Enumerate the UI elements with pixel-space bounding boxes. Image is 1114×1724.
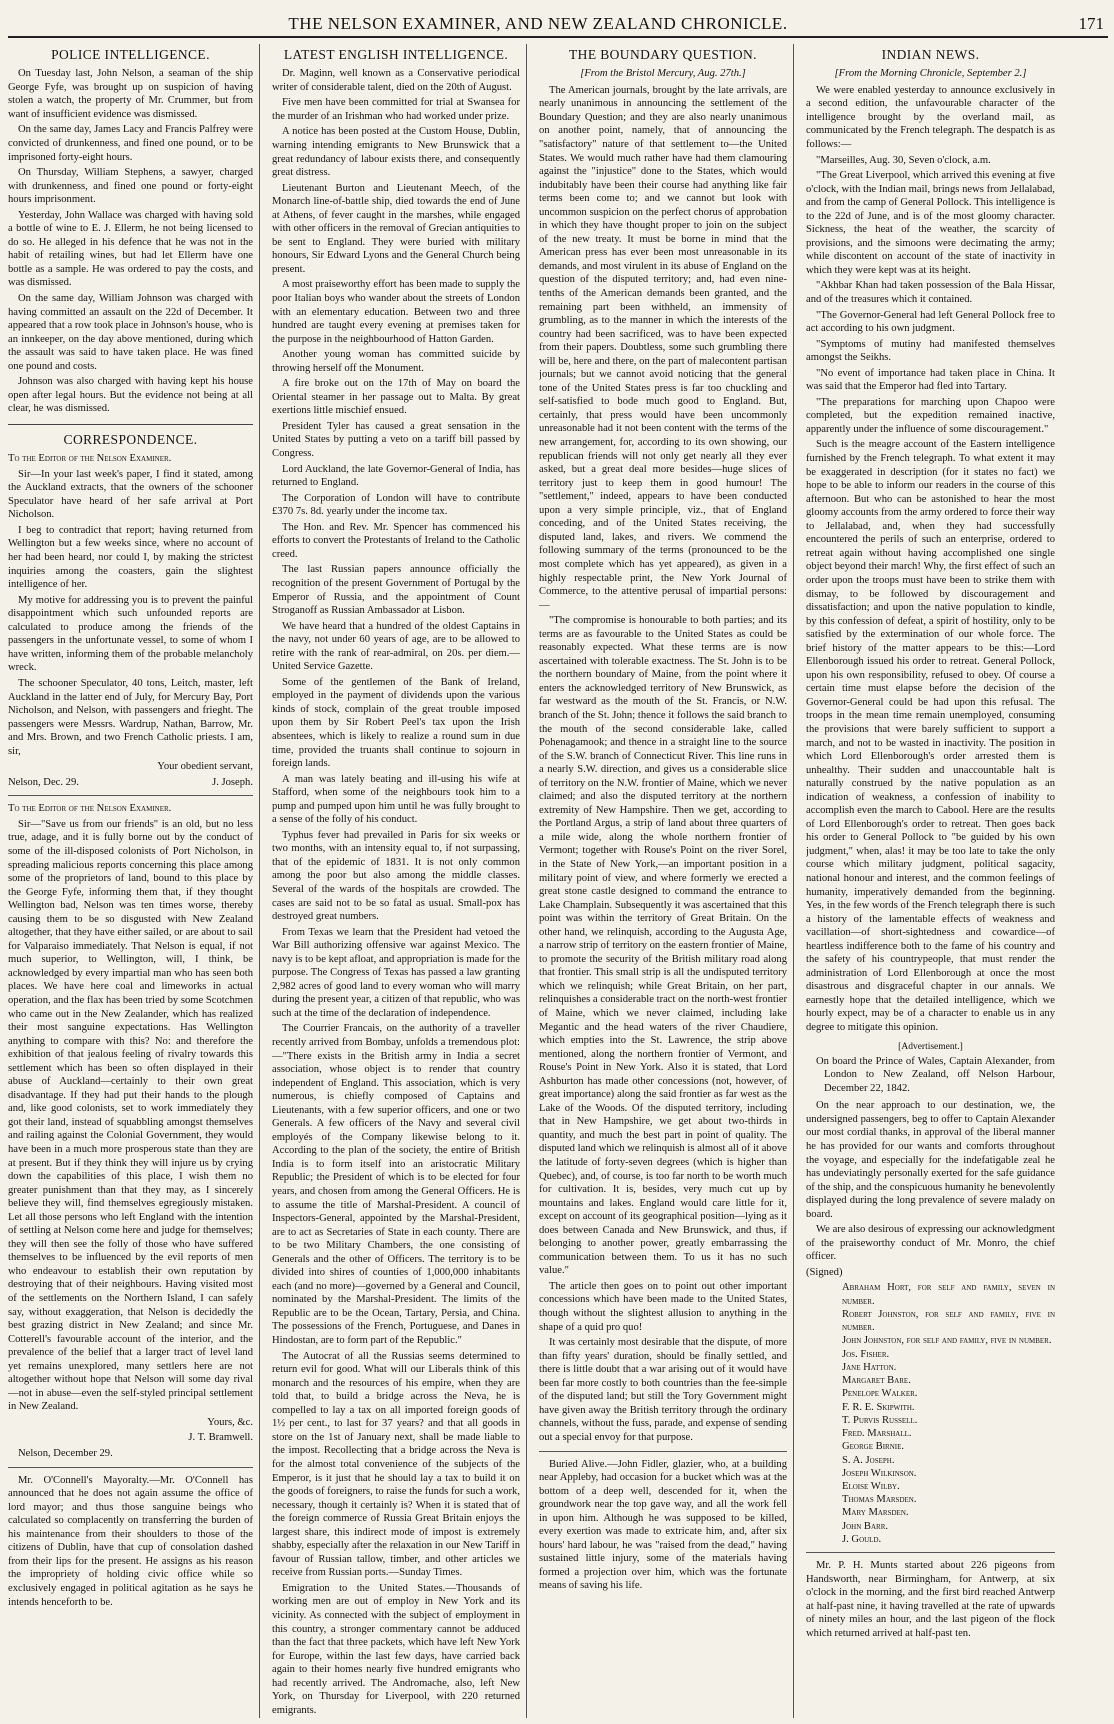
masthead <box>8 6 1108 38</box>
letter-paragraph: Sir—In your last week's paper, I find it stated, among the Auckland extracts, that the owners of the schooner Speculator have heard of her safe arrival at Port Nicholson. <box>8 468 253 521</box>
article-paragraph: Lord Auckland, the late Governor-General of India, has returned to England. <box>272 463 520 489</box>
advertisement-paragraph: We are also desirous of expressing our acknowledgment of the praiseworthy conduct of Mr. Monro, the chief officer. <box>806 1224 1055 1263</box>
article-paragraph: The Courrier Francais, on the authority of a traveller recently arrived from Bombay, unfolds a tremendous plot:—"There exists in the British army in India a secret association, whose object is to render that country independent of England. This association, which is very numerous, is chiefly composed of Captains and Lieutenants, with a few superior officers, and one or two Generals. A few officers of the Navy and several civil employés of the Company likewise belong to it. According to the plan of the society, the entire of British India is to form itself into an aristocratic Military Republic; the President of which is to be elected for four years, and chosen from among the General Officers. He is to assume the title of Marshal-President. A council of Inspectors-General, appointed by the Marshal-President, are to act as Secretaries of State in each county. There are to be two Military Chambers, the one consisting of Generals and the other of Officers. The territory is to be divided into shires of counties of 1,000,000 inhabitants each (and no more)—governed by a General and Council, nominated by the Marshal-President. The limits of the Republic are to be the Ocean, Tartary, Persia, and China. The possessions of the French, Portuguese, and Danes in Hindostan, are to form part of the Republic." <box>272 1023 520 1347</box>
letter-signoff <box>8 776 253 790</box>
letter-paragraph: My motive for addressing you is to prevent the painful disappointment which such unfounded reports are calculated to produce among the friends of the passengers in the unfortunate vessel, to some of whom I have written, informing them of the probable melancholy wreck. <box>8 594 253 674</box>
section-heading-boundary-question: THE BOUNDARY QUESTION. <box>569 47 757 62</box>
letter-signature: J. Joseph. <box>212 776 253 788</box>
column-4 <box>806 44 1061 1718</box>
advertisement-label: [Advertisement.] <box>898 1041 963 1052</box>
letter-place: Nelson, Dec. 29. <box>8 776 79 788</box>
article-paragraph: A notice has been posted at the Custom House, Dublin, warning intending emigrants to New Brunswick that a great redundancy of labour exists there, and consequently great distress. <box>272 126 520 179</box>
signatory: John Johnston, for self and family, five in number. <box>842 1335 1052 1347</box>
article-paragraph: On the same day, William Johnson was charged with having committed an assault on the 22d of December. It appeared that a row took place in Johnson's house, who is an innkeeper, on the day above mentioned, during which the assault was said to have taken place. He was fined one pound and costs. <box>8 293 253 372</box>
advertisement-heading: On board the Prince of Wales, Captain Alexander, from London to New Zealand, off Nelson Harbour, December 22, 1842. <box>816 1055 1055 1094</box>
article-paragraph: Such is the meagre account of the Eastern intelligence furnished by the French telegraph. To what extent it may be exaggerated in description (for it states no fact) we hope to be able to inform our readers in the course of this afternoon. But who can be astonished to hear the most gloomy accounts from the army ordered to force their way to Jellalabad, and, when they had successfully encountered the perils of such an enterprise, ordered to retreat again without having accomplished one single object beyond their march! Why, the first effect of such an order upon the troops must have been to strike them with dismay, to be followed by discouragement and dissatisfaction; and upon the native population to kindle, by this confession of defeat, a spirit of hostility, only to be satisfied by the extermination of our whole force. The brief history of the matter appears to be this:—Lord Ellenborough issued his order to retreat. General Pollock, upon his own responsibility, refused to obey. Of course a certain time must elapse before the decision of the Governor-General could be had upon this refusal. The troops in the mean time remain unemployed, consuming the provisions that were barely sufficient to support a march, and not to be wasted in inactivity. The position in which Lord Ellenborough's order arrested them is unhealthy. Their sudden and unaccountable halt is naturally construed by the native population as an indication of weakness, a confession of inability to accomplish even the march to Cabool. Here are the results of Lord Ellenborough's order to retreat. Then goes back his order to General Pollock to "be guided by his own judgment," when, alas! it may be too late to take the only course which military judgment, political sagacity, national honour and interest, and the common feelings of humanity, imperatively demanded from the beginning. Yes, in the few words of the French telegraph there is such a history of the lamentable effects of weakness and vacillation—of short-sightedness and cowardice—of heartless indifference both to the fame of his country and the safety of his countrypeople, that must render the administration of Lord Ellenborough at once the most disastrous and disgraceful chapter in our annals. We earnestly hope that the detailed intelligence, which we hourly expect, may be of a character to enable us in any degree to mitigate this opinion. <box>806 439 1055 1033</box>
letter-signature: J. T. Bramwell. <box>188 1432 253 1444</box>
article-paragraph: We have heard that a hundred of the oldest Captains in the navy, not under 60 years of age, are to be allowed to retire with the rank of rear-admiral, on 20s. per diem.—United Service Gazette. <box>272 620 520 673</box>
signatory: Robert Johnston, for self and family, five in number. <box>842 1308 1055 1334</box>
article-paragraph: President Tyler has caused a great sensation in the United States by putting a veto on a tariff bill passed by Congress. <box>272 420 520 460</box>
signatory: Penelope Walker. <box>842 1388 918 1400</box>
signatory: Mary Marsden. <box>842 1507 909 1519</box>
article-paragraph: It was certainly most desirable that the dispute, of more than fifty years' duration, should be finally settled, and there is little doubt that a war arising out of it would have been far more costly to both countries than the fee-simple of the disputed land; but still the Tory Government might have given away the British territory through the ordinary channels, without the fuss, parade, and expense of sending out a special envoy for that purpose. <box>539 1337 788 1443</box>
article-paragraph: Typhus fever had prevailed in Paris for six weeks or two months, with an intensity equal to, if not surpassing, that of the epidemic of 1831. It is not only common among the poor but also among the middle classes. Several of the wards of the hospitals are crowded. The cases are said not to be so fatal as usual. Small-pox has destroyed great numbers. <box>272 829 520 923</box>
article-paragraph: Mr. O'Connell's Mayoralty.—Mr. O'Connell has announced that he does not again assume the office of lord mayor; and thus those sanguine beings who calculated so complacently on transferring the burden of his maintenance from their shoulders to those of the citizens of Dublin, have that cup of consolation dashed from their lips for the present. He assigns as his reason the impropriety of holding civic office while so exclusively engaged in political agitation as he says he intends henceforth to be. <box>8 1474 253 1608</box>
article-paragraph: Another young woman has committed suicide by throwing herself off the Monument. <box>272 349 520 374</box>
article-paragraph: Johnson was also charged with having kept his house open after legal hours. But the evidence not being at all clear, he was dismissed. <box>8 376 253 415</box>
article-paragraph: We were enabled yesterday to announce exclusively in a second edition, the unfavourable character of the intelligence brought by the overland mail, as communicated by the French telegraph. The despatch is as follows:— <box>806 84 1055 150</box>
signed-label: (Signed) <box>806 1266 843 1278</box>
article-paragraph: "The preparations for marching upon Chapoo were completed, but the expedition remained inactive, apparently under the influence of some discouragement." <box>806 396 1055 435</box>
section-heading-english-intelligence: LATEST ENGLISH INTELLIGENCE. <box>283 47 509 62</box>
article-paragraph: The Hon. and Rev. Mr. Spencer has commenced his efforts to convert the Protestants of Ireland to the Catholic creed. <box>272 521 520 560</box>
article-paragraph: Some of the gentlemen of the Bank of Ireland, employed in the payment of dividends upon the various kinds of stock, complain of the great trouble imposed upon them by Sir Robert Peel's tax upon the Irish absentees, which is likely to realize a round sum in due time, provided the truants shall continue to sojourn in foreign lands. <box>272 676 520 770</box>
article-paragraph: "Symptoms of mutiny had manifested themselves amongst the Seikhs. <box>806 338 1055 364</box>
letter-paragraph: Sir—"Save us from our friends" is an old, but no less true, adage, and it is fully borne out by the conduct of some of the ill-disposed colonists of Port Nicholson, in spreading malicious reports concerning this place among some of the proprietors of land, bound to this place by the George Fyfe, informing them that, if they thought Wellington bad, Nelson was ten times worse, thereby causing them to be so disgusted with New Zealand altogether, that they have either sailed, or are about to sail for Valparaiso immediately. That Nelson is equal, if not much superior, to Wellington, will, I think, be acknowledged by every impartial man who has seen both places. We have here coal and limeworks in actual operation, and the flax has been tried by some Scotchmen who came out in the New Zealander, which has realized their most sanguine expectations. Has Wellington anything to compare with this? No: and therefore the exhibition of that jealous feeling of rivalry towards this settlement which has been so often displayed in their abuse of Auckland—certainly to their own great disadvantage. If they had put their hands to the plough and, like good colonists, set to work immediately they got their land, instead of squabbling amongst themselves and railing against the Colonial Government, they would have been in a much more prosperous state than they are at present. But if they think they will injure us by crying down the capabilities of this place, I wish them no greater punishment than that they may, as I sincerely believe they will, find themselves egregiously mistaken. Let all those persons who left England with the intention of settling at Nelson come here and judge for themselves; they will then see the folly of those who have suffered themselves to be influenced by the evil reports of men who endeavour to establish their own reputation by destroying that of their neighbours. Having visited most of the settlements on the Northern Island, I can safely say, without exaggeration, that Nelson is decidedly the best grazing district in New Zealand; and since Mr. Cotterell's favourable account of the interior, and the prevalence of the belief that a larger tract of level land yet remains unexplored, many settlers here are not altogether without hope that Nelson will some day rival—not in abuse—even the self-styled principal settlement in New Zealand. <box>8 818 253 1413</box>
article-paragraph: "Marseilles, Aug. 30, Seven o'clock, a.m. <box>816 154 991 166</box>
signatory: John Barr. <box>842 1520 889 1532</box>
article-paragraph: A most praiseworthy effort has been made to supply the poor Italian boys who wander about the streets of London with an elementary education. Between two and three hundred are taught every evening at premises taken for the purpose in the neighbourhood of Hatton Garden. <box>272 279 520 345</box>
signatory: Margaret Bare. <box>842 1375 911 1387</box>
article-paragraph: On Tuesday last, John Nelson, a seaman of the ship George Fyfe, was brought up on suspicion of having stolen a watch, the property of Mr. Crummer, but from want of insufficient evidence was dismissed. <box>8 68 253 120</box>
signatory: T. Purvis Russell. <box>842 1414 918 1426</box>
signatory: George Birnie. <box>842 1441 905 1453</box>
advertisement-paragraph: On the near approach to our destination, we, the undersigned passengers, beg to offer to Captain Alexander our most cordial thanks, in approval of the liberal manner he has provided for our wants and comforts throughout the voyage, and especially for the indefatigable zeal he has undeviatingly personally exerted for the safe guidance of the ship, and the conspicuous humanity he benevolently displayed during the long prevalence of severe malady on board. <box>806 1100 1055 1220</box>
signatory: J. Gould. <box>842 1533 882 1545</box>
article-paragraph: "No event of importance had taken place in China. It was said that the Emperor had fled into Tartary. <box>806 367 1055 393</box>
article-paragraph: The American journals, brought by the late arrivals, are nearly unanimous in announcing the settlement of the Boundary Question; and they are also nearly unanimous on another point, namely, that of announcing the "satisfactory" nature of that settlement to—the United States. We would much rather have had them clamouring against the "injustice" done to the States, which would indubitably have been their course had anything like fair terms been come to; and we cannot but look with uncommon suspicion on the perfect chorus of approbation in which they have thought proper to join on the subject of the new treaty. It must be borne in mind that the American press has ever been most unreasonable in its demands, and most virulent in its abuse of England on the question of the disputed territory; and, had even nine-tenths of the American demands been granted, and the remaining part been withheld, an immensity of grumbling, as to the manner in which the interests of the country had been sacrificed, was to have been expected from their papers. Doubtless, some such grumbling there will be, here and there, on the part of malecontent partisan journals; but we cannot avoid noticing that the general tone of the United States press is far too chuckling and self-satisfied to bode much good to England. But, certainly, that press would have been uncommonly unreasonable had it not been content with the terms of the new arrangement, for, according to its own showing, our republican friends will not only get nearly all they ever asked, but a great deal more besides—huge slices of territory just to keep them in good humour! The "settlement," indeed, appears to have been conducted upon a very simple principle, viz., that of England conceding, and of the United States receiving, the disputed land, lakes, and rivers. We commend the following summary of the terms (pronounced to be the most complete which has yet appeared), as given in a highly respectable print, the New York Journal of Commerce, to the attentive perusal of impartial persons:— <box>539 84 787 611</box>
article-paragraph: "The Governor-General had left General Pollock free to act according to his own judgment. <box>806 309 1055 335</box>
article-paragraph: The last Russian papers announce officially the recognition of the present Government of Portugal by the Emperor of Russia, and the appointment of Count Stroganoff as Russian Ambassador at Lisbon. <box>272 564 520 617</box>
signatory: F. R. E. Skipwith. <box>842 1401 915 1413</box>
article-paragraph: Yesterday, John Wallace was charged with having sold a bottle of wine to E. J. Ellerm, he not being licensed to do so. He alleged in his defence that he was not in the habit of retailing wines, but had let Ellerm have one bottle as a sample. He was ordered to pay the costs, and was dismissed. <box>8 209 253 289</box>
article-paragraph: Mr. P. H. Munts started about 226 pigeons from Handsworth, near Birmingham, for Antwerp, at six o'clock in the morning, and the first bird reached Antwerp at half-past nine, it having travelled at the rate of upwards of ninety miles an hour, and the last pigeon of the flock which returned arrived at half-past ten. <box>806 1560 1055 1639</box>
signatory: Joseph Wilkinson. <box>842 1467 917 1479</box>
section-heading-police: POLICE INTELLIGENCE. <box>51 47 210 62</box>
signatory: Jos. Fisher. <box>842 1348 890 1360</box>
divider <box>8 1467 253 1468</box>
divider <box>8 795 253 796</box>
signatory: Thomas Marsden. <box>842 1494 917 1506</box>
article-paragraph: A fire broke out on the 17th of May on board the Oriental steamer in her passage out to Malta. By great exertions little mischief ensued. <box>272 378 520 417</box>
columns <box>8 44 1108 1718</box>
article-paragraph: "The Great Liverpool, which arrived this evening at five o'clock, with the Indian mail, brings news from Jellalabad, and from the camp of General Pollock. This intelligence is to the 22d of June, and is of the most gloomy character. Sickness, the heat of the weather, the scarcity of provisions, and the simoons were decimating the army; while discontent on account of the state of inactivity in which they were kept was at its height. <box>806 170 1055 276</box>
section-heading-correspondence: CORRESPONDENCE. <box>8 424 253 448</box>
newspaper-page <box>8 6 1108 1718</box>
article-paragraph: Buried Alive.—John Fidler, glazier, who, at a building near Appleby, had occasion for a bucket which was at the bottom of a deep well, descended for it, when the groundwork near the top gave way, and all the work fell in upon him. Although he was supposed to be killed, every exertion was made to extricate him, and, after six hours' hard labour, he was "raised from the dead," having sustained little injury, some of the materials having formed a projection over him, which was the fortunate means of saving his life. <box>539 1458 787 1592</box>
letter-address: To the Editor of the Nelson Examiner. <box>8 803 172 815</box>
letter-closing: Yours, &c. <box>207 1416 253 1428</box>
article-paragraph: Dr. Maginn, well known as a Conservative periodical writer of considerable talent, died on the 20th of August. <box>272 68 520 93</box>
article-paragraph: Five men have been committed for trial at Swansea for the murder of an Irishman who had worked under prize. <box>272 97 520 122</box>
signatory: Eloise Wilby. <box>842 1480 900 1492</box>
article-source: [From the Morning Chronicle, September 2.] <box>834 68 1027 80</box>
divider <box>539 1451 787 1452</box>
article-paragraph: Lieutenant Burton and Lieutenant Meech, of the Monarch line-of-battle ship, died towards the end of June at Athens, of fever caught in the marshes, while engaged with other officers in the removal of Grecian antiquities to be sent to England. They were buried with military honours, Sir Edward Lyons and the General Church being present. <box>272 182 520 275</box>
article-source: [From the Bristol Mercury, Aug. 27th.] <box>580 68 746 80</box>
article-paragraph: A man was lately beating and ill-using his wife at Stafford, when some of the neighbours took him to a pump and pumped upon him until he was fully brought to a sense of the folly of his conduct. <box>272 773 520 826</box>
article-paragraph: "Akhbar Khan had taken possession of the Bala Hissar, and of the treasures which it contained. <box>806 280 1055 306</box>
signatory-list <box>842 1281 1055 1546</box>
signatory: Abraham Hort, for self and family, seven in number. <box>842 1282 1055 1307</box>
article-paragraph: On the same day, James Lacy and Francis Palfrey were convicted of drunkenness, and fined one pound, or to be imprisoned forty-eight hours. <box>8 124 253 163</box>
letter-closing: Your obedient servant, <box>157 761 253 773</box>
column-3 <box>539 44 794 1718</box>
letter-paragraph: The schooner Speculator, 40 tons, Leitch, master, left Auckland in the latter end of July, for Mercury Bay, Port Nicholson, and Nelson, with passengers and frieght. The passengers were Messrs. Wardrup, Nathan, Barrow, Mr. and Mrs. Brown, and two French Catholic priests. I am, sir, <box>8 677 253 757</box>
letter-address: To the Editor of the Nelson Examiner. <box>8 453 172 465</box>
letter-paragraph: I beg to contradict that report; having returned from Wellington but a few weeks since, where no account of her had been heard, nor could I, by making the strictest inquiries among the coasters, gain the slightest intelligence of her. <box>8 524 253 591</box>
letter-place: Nelson, December 29. <box>18 1448 113 1460</box>
article-paragraph: On Thursday, William Stephens, a sawyer, charged with drunkenness, and fined one pound or forty-eight hours imprisonment. <box>8 167 253 206</box>
newspaper-title: THE NELSON EXAMINER, AND NEW ZEALAND CHRONICLE. <box>288 14 788 33</box>
section-heading-indian-news: INDIAN NEWS. <box>881 47 980 62</box>
article-paragraph: "The compromise is honourable to both parties; and its terms are as favourable to the United States as could be reasonably expected. What these terms are is now ascertained with tolerable exactness. The St. John is to be the northern boundary of Maine, from the point where it enters the acknowledged territory of New Brunswick, as far westward as the mouth of the St. Francis, or N.W. branch of the St. John; thence it follows the said branch to the mouth of the second considerable lake, called Pohenagamook; and thence in a straight line to the source of the S.W. branch of Connecticut River. This line runs in a nearly S.W. direction, and gives us a considerable slice of territory on the N.W. frontier of Maine, which we never claimed; and also the disputed territory at the northern extremity of New Hampshire. Then we get, according to the Portland Argus, a strip of land about three quarters of a mile wide, along the whole northern frontier of Vermont; together with Rouse's Point on the river Sorel, in the State of New York,—an important position in a military point of view, and where formerly we erected a great stone castle designed to command the entrance to Lake Champlain. Subsequently it was ascertained that this point was within the territory of Great Britain. On the other hand, we relinquish, according to the Augusta Age, a narrow strip of territory on the eastern frontier of Maine, to promote the security of the British military road along that frontier. This small strip is all the undisputed territory which we relinquish; while Great Britain, on her part, relinquishes a considerable tract on the north-west frontier of Maine, which we never claimed, including lake Megantic and the head waters of the river Chaudiere, which empties into the St. Lawrence, the strip above mentioned, along the northern frontier of Vermont, and Rouse's Point in New York. Also it is stated, that Lord Ashburton has made other concessions (not, however, of great importance) along the said frontier as far west as the Lake of the Woods. Of the disputed territory, including that in New Hampshire, we get about two-thirds in quantity, and much the best part in point of quality. The disputed land which we relinquish is almost all of it above the latitude of forty-seven degrees (which is higher than Quebec), and, of course, is too far north to be worth much for cultivation. It is, besides, very much cut up by mountains and lakes. England would care little for it, except on account of its geographical position—lying as it does between Canada and New Brunswick, and thus, if belonging to another power, greatly embarrassing the communication between them. To us it has no such value." <box>539 615 787 1277</box>
column-1 <box>8 44 260 1718</box>
column-2 <box>272 44 527 1718</box>
divider <box>806 1552 1055 1553</box>
page-number: 171 <box>1078 14 1104 33</box>
article-paragraph: The Autocrat of all the Russias seems determined to return evil for good. What will our Liberals think of this monarch and the resources of his empire, when they are told that, to build a bridge across the Neva, he is compelled to lay a tax on all imported foreign goods of 1½ per cent., to last for 37 years? and that all goods in store on the 1st of January next, shall be made liable to the impost. Recollecting that a bridge across the Neva is for the almost total convenience of the subjects of the Emperor, is it just that he should lay a tax to build it on the goods of foreigners, to raise the funds for such a work, necessary, though it certainly is? When it is stated that of the foreign commerce of Russia Great Britain enjoys the largest share, this indirect mode of impost is extremely shabby, especially after the relaxation in our New Tariff in favour of Russian tallow, timber, and other articles we receive from Russian ports.—Sunday Times. <box>272 1350 520 1579</box>
article-paragraph: The article then goes on to point out other important concessions which have been made to the United States, though without the slightest allusion to anything in the shape of a quid pro quo! <box>539 1280 787 1333</box>
signatory: S. A. Joseph. <box>842 1454 895 1466</box>
signatory: Fred. Marshall. <box>842 1428 912 1440</box>
signatory: Jane Hatton. <box>842 1361 897 1373</box>
article-paragraph: From Texas we learn that the President had vetoed the War Bill authorizing offensive war against Mexico. The navy is to be kept afloat, and appropriation is made for the purpose. The Congress of Texas has passed a law granting 2,982 acres of good land to every woman who will marry during the present year, a citizen of that republic, who was such at the time of the declaration of independence. <box>272 926 520 1019</box>
article-paragraph: The Corporation of London will have to contribute £370 7s. 8d. yearly under the income tax. <box>272 492 520 518</box>
article-paragraph: Emigration to the United States.—Thousands of working men are out of employ in New York and its vicinity. As connected with the subject of employment in this country, a stronger commentary cannot be adduced than the fact that three packets, which have left New York for Europe, within the last few days, have carried back again to their homes nearly five hundred emigrants who had recently arrived. The Andromache, also, left New York, on Thursday for Liverpool, with 220 returned emigrants. <box>272 1582 520 1716</box>
